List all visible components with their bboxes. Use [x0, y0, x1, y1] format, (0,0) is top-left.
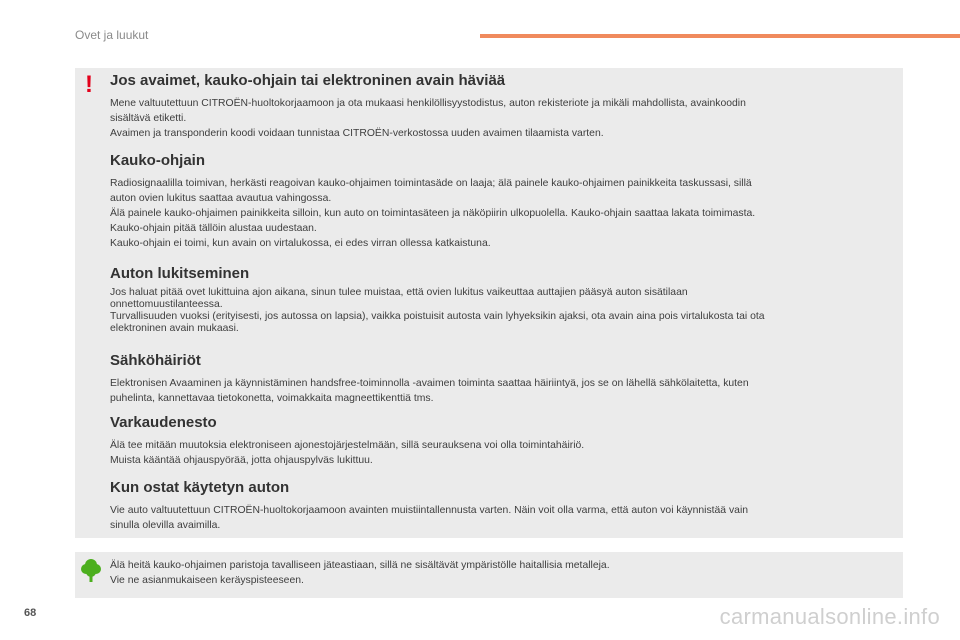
section-body: Mene valtuutettuun CITROËN-huoltokorjaamoon ja ota mukaasi henkilöllisyystodistus, auton rekisteriote ja mikäli mahdollista, avainkoodin sisältävä etiketti. Avaimen ja transponderin koodi voidaan tunnistaa CITROËN-verkostossa uuden avaimen tilaamista varten.	[110, 98, 746, 139]
header-rule	[480, 34, 960, 38]
section-body: Radiosignaalilla toimivan, herkästi reagoivan kauko-ohjaimen toimintasäde on laaja; älä painele kauko-ohjaimen painikkeita taskussasi, sillä auton ovien lukitus saattaa avautua vahingossa. Älä painele kauko-ohjaimen painikkeita silloin, kun auto on toimintasäteen ja näköpiirin ulkopuolella. Kauko-ohjain saattaa lakata toimimasta. Kauko-ohjain pitää tällöin alustaa uudestaan. Kauko-ohjain ei toimi, kun avain on virtalukossa, ei edes virran ollessa katkaistuna.	[110, 178, 756, 249]
section-used-car	[110, 479, 890, 533]
section-title: Sähköhäiriöt	[110, 352, 201, 369]
section-title: Auton lukitseminen	[110, 265, 250, 282]
section-electrical-interference	[110, 352, 890, 406]
section-title: Kun ostat käytetyn auton	[110, 479, 290, 496]
section-body: Jos haluat pitää ovet lukittuina ajon aikana, sinun tulee muistaa, että ovien lukitus vaikeuttaa auttajien pääsyä auton sisätilaan onnettomuustilanteessa. Turvallisuuden vuoksi (erityisesti, jos autossa on lapsia), vaikka poistuisit autosta vain lyhyeksikin ajaksi, ota avain aina pois virtalukosta tai ota elektroninen avain mukaasi.	[110, 287, 765, 334]
environment-note: Älä heitä kauko-ohjaimen paristoja tavalliseen jäteastiaan, sillä ne sisältävät ympäristölle haitallisia metalleja. Vie ne asianmukaiseen keräyspisteeseen.	[110, 560, 610, 586]
section-locking	[110, 265, 890, 335]
section-body: Älä tee mitään muutoksia elektroniseen ajonestojärjestelmään, sillä seurauksena voi olla toimintahäiriö. Muista kääntää ohjauspyörää, jotta ohjauspylväs lukittuu.	[110, 440, 585, 466]
section-body: Elektronisen Avaaminen ja käynnistäminen handsfree-toiminnolla -avaimen toiminta saattaa häiriintyä, jos se on lähellä sähkölaitetta, kuten puhelinta, kannettavaa tietokonetta, voimakkaita magneettikenttiä tms.	[110, 378, 749, 404]
page-number: 68	[24, 607, 37, 619]
chapter-title: Ovet ja luukut	[75, 28, 149, 42]
warning-icon: !	[85, 71, 93, 98]
section-title: Varkaudenesto	[110, 414, 217, 431]
section-title: Kauko-ohjain	[110, 152, 206, 169]
section-remote-control	[110, 152, 890, 251]
section-lost-keys	[110, 72, 890, 141]
watermark: carmanualsonline.info	[719, 604, 940, 629]
section-body: Vie auto valtuutettuun CITROËN-huoltokorjaamoon avainten muistiintallennusta varten. Näin voit olla varma, että auton voi käynnistää vain sinulla olevilla avaimilla.	[110, 505, 749, 531]
section-anti-theft	[110, 414, 890, 468]
section-title: Jos avaimet, kauko-ohjain tai elektroninen avain häviää	[110, 72, 506, 89]
tree-icon	[80, 557, 102, 583]
